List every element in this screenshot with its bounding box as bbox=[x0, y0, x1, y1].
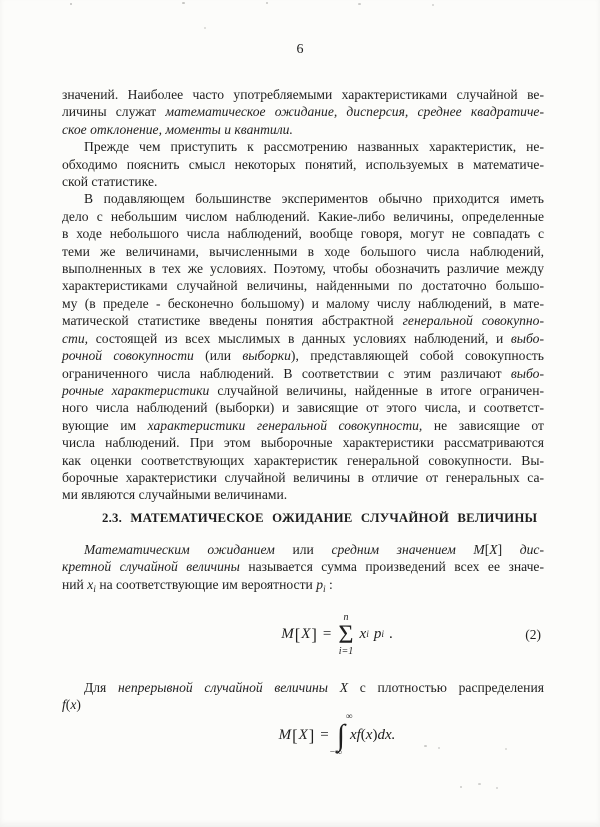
integral-lower-limit: −∞ bbox=[329, 747, 342, 758]
text-line: выполненных в тех же условиях. Поэтому, чтобы обозначить различие между bbox=[62, 261, 544, 277]
math-M: M bbox=[278, 727, 292, 744]
text-line: борочные характеристики случайной величины в отличие от генеральных са- bbox=[62, 469, 544, 485]
text-line: рочной совокупности (или выборки), представляющей собой совокупность bbox=[62, 348, 544, 364]
section-heading: 2.3. МАТЕМАТИЧЕСКОЕ ОЖИДАНИЕ СЛУЧАЙНОЙ ВЕЛИЧИНЫ bbox=[102, 510, 538, 525]
math-x: x bbox=[359, 626, 367, 643]
text-line: сти, состоящей из всех мыслимых в данных условиях наблюдений, и выбо- bbox=[62, 330, 544, 346]
scan-speckle bbox=[496, 787, 498, 789]
scan-speckle bbox=[505, 748, 507, 750]
text-line: f(x) bbox=[62, 697, 81, 713]
scan-speckle bbox=[424, 745, 427, 747]
bracket-close: ] bbox=[311, 624, 317, 644]
text-line: Для непрерывной случайной величины X с плотностью распределения bbox=[84, 679, 544, 695]
math-X: X bbox=[301, 626, 311, 643]
paragraph-sample-population bbox=[62, 190, 544, 503]
text-line: кретной случайной величины называется сумма произведений всех ее значе- bbox=[62, 559, 544, 575]
text-line: обходимо пояснить смысл некоторых понятий, используемых в математиче- bbox=[62, 156, 544, 172]
paragraph-expectation-definition bbox=[62, 541, 544, 599]
text-line: значений. Наиболее часто употребляемыми характеристиками случайной ве- bbox=[62, 87, 544, 102]
scan-speckle bbox=[358, 3, 361, 5]
bracket-open: [ bbox=[292, 725, 298, 745]
text-line: матической статистике введены понятия абстрактной генеральной совокупно- bbox=[62, 313, 544, 329]
scan-speckle bbox=[478, 783, 481, 785]
sum-upper-limit: n bbox=[343, 612, 349, 624]
text-line: рочные характеристики случайной величины, найденные в итоге ограничен- bbox=[62, 382, 545, 398]
paren-open: ( bbox=[360, 727, 366, 744]
scan-speckle bbox=[182, 2, 185, 4]
equation-integral bbox=[62, 708, 544, 764]
equation-period: . bbox=[388, 626, 393, 643]
text-line: ми являются случайными величинами. bbox=[62, 487, 288, 503]
text-line: в ходе небольшого числа наблюдений, вообще говоря, могут не совпадать с bbox=[62, 226, 544, 242]
bracket-close: ] bbox=[308, 725, 315, 745]
math-X: X bbox=[298, 727, 308, 744]
scan-speckle bbox=[432, 4, 434, 6]
math-p: p bbox=[373, 626, 382, 643]
equation-sum-expression bbox=[281, 612, 392, 657]
bracket-open: [ bbox=[294, 624, 301, 644]
math-dx: dx. bbox=[377, 727, 396, 744]
text-line: дело с небольшим числом наблюдений. Какие-либо величины, определенные bbox=[62, 208, 544, 224]
integral-upper-limit: ∞ bbox=[345, 711, 353, 722]
math-x: x bbox=[365, 727, 373, 744]
scan-speckle bbox=[460, 786, 462, 788]
equals-sign: = bbox=[322, 626, 332, 643]
text-line: теми же величинами, вычисленными в ходе большого числа наблюдений, bbox=[62, 243, 544, 259]
text-line: ний $x_i$ на соответствующие им вероятности $p_i$ : bbox=[62, 576, 333, 595]
equation-number: (2) bbox=[525, 626, 541, 642]
sigma-operator bbox=[338, 612, 353, 657]
text-line: В подавляющем большинстве экспериментов обычно приходится иметь bbox=[84, 191, 544, 207]
text-line: ограниченного числа наблюдений. В соответствии с этим различают выбо- bbox=[62, 365, 544, 381]
integral-operator bbox=[329, 711, 353, 758]
sigma-glyph: Σ bbox=[338, 620, 354, 650]
scan-speckle bbox=[438, 747, 440, 749]
paragraph-characteristics bbox=[62, 86, 544, 138]
math-xf: xf bbox=[349, 727, 361, 744]
page-body bbox=[62, 86, 544, 764]
text-line: му (в пределе - бесконечно большому) и малому числу наблюдений, в мате- bbox=[62, 295, 544, 311]
sum-lower-limit: i=1 bbox=[338, 646, 354, 658]
text-line: ного числа наблюдений (выборки) и зависящие от этого числа, и соответст- bbox=[62, 400, 544, 416]
math-x-subscript: i bbox=[366, 629, 369, 640]
text-line: ской статистике. bbox=[62, 174, 158, 190]
integral-glyph: ∫ bbox=[336, 718, 345, 752]
text-line: Математическим ожиданием или средним значением M[X] дис- bbox=[84, 541, 544, 557]
text-line: личины служат математическое ожидание, дисперсия, среднее квадратиче- bbox=[62, 104, 544, 120]
text-line: числа наблюдений. При этом выборочные характеристики рассматриваются bbox=[62, 435, 544, 451]
text-line: ское отклонение, моменты и квантили. bbox=[62, 121, 293, 137]
paragraph-intro-concepts bbox=[62, 138, 544, 190]
equals-sign: = bbox=[320, 727, 329, 744]
page-number: 6 bbox=[296, 42, 304, 57]
text-line: характеристиками случайной величины, найденными по достаточно большо- bbox=[62, 278, 544, 294]
text-line: вующие им характеристики генеральной совокупности, не зависящие от bbox=[62, 417, 544, 433]
equation-integral-expression bbox=[278, 711, 396, 758]
scan-speckle bbox=[266, 2, 268, 4]
math-M: M bbox=[281, 626, 294, 643]
scan-speckle bbox=[70, 3, 72, 5]
math-p-subscript: i bbox=[381, 629, 384, 640]
text-line: как оценки соответствующих характеристик генеральной совокупности. Вы- bbox=[62, 452, 544, 468]
text-line: Прежде чем приступить к рассмотрению названных характеристик, не- bbox=[84, 139, 544, 155]
equation-sum bbox=[62, 607, 544, 663]
scan-speckle bbox=[204, 27, 206, 29]
paren-close: ) bbox=[372, 727, 378, 744]
